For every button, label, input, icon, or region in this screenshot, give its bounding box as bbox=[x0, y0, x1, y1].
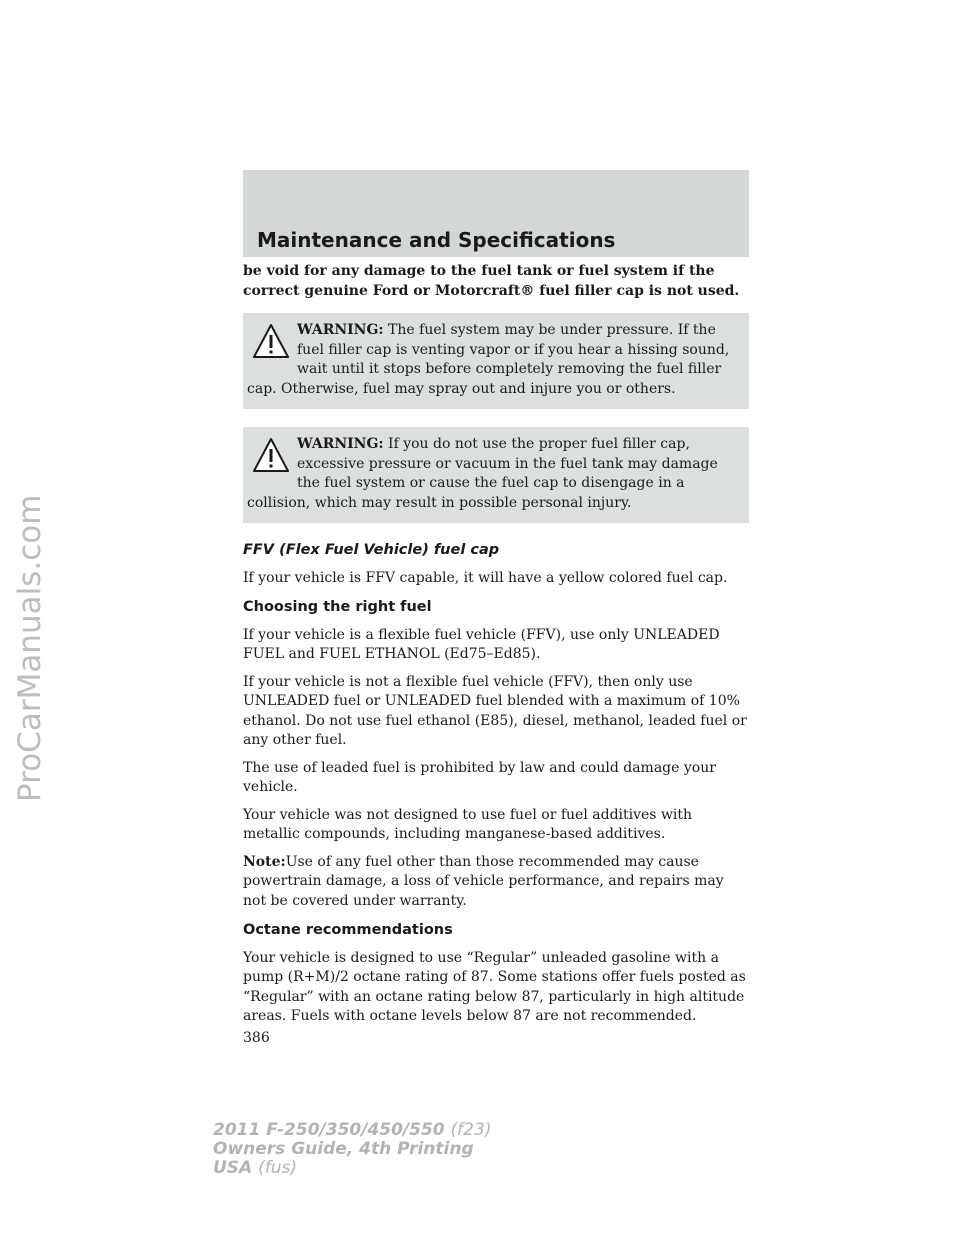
octane-paragraph: Your vehicle is designed to use “Regular” unleaded gasoline with a pump (R+M)/2 octane rating of 87. Some stations offer fuels posted as “Regular” with an octane rating below 87, particularly in high altitude areas. Fuels with octane levels below 87 are not recommended. bbox=[243, 949, 746, 1024]
warning-triangle-icon bbox=[251, 435, 291, 475]
footer-guide: Owners Guide, 4th Printing bbox=[213, 1139, 474, 1159]
warning-label: WARNING: bbox=[297, 436, 384, 452]
page-number: 386 bbox=[243, 1029, 270, 1046]
warning-label: WARNING: bbox=[297, 322, 384, 338]
fuel-heading: Choosing the right fuel bbox=[243, 599, 432, 615]
octane-heading: Octane recommendations bbox=[243, 922, 453, 938]
fuel-paragraph: Your vehicle was not designed to use fuel or fuel additives with metallic compounds, including manganese-based additives. bbox=[243, 806, 693, 842]
footer-printing-info bbox=[213, 1121, 491, 1178]
side-watermark bbox=[2, 440, 52, 810]
warning-box-2 bbox=[243, 427, 749, 523]
ffv-heading: FFV (Flex Fuel Vehicle) fuel cap bbox=[243, 542, 500, 558]
warning-text: The fuel system may be under pressure. If the fuel filler cap is venting vapor or if you hear a hissing sound, wait until it stops before completely removing the fuel filler cap. Otherwise, fuel may spray out and injure you or others. bbox=[247, 322, 730, 397]
fuel-paragraph: The use of leaded fuel is prohibited by law and could damage your vehicle. bbox=[243, 759, 716, 795]
fuel-paragraph: If your vehicle is not a flexible fuel vehicle (FFV), then only use UNLEADED fuel or UNLEADED fuel blended with a maximum of 10% ethanol. Do not use fuel ethanol (E85), diesel, methanol, leaded fuel or any other fuel. bbox=[243, 673, 747, 748]
fuel-paragraph: If your vehicle is a flexible fuel vehicle (FFV), use only UNLEADED FUEL and FUEL ETHANOL (Ed75–Ed85). bbox=[243, 626, 720, 662]
section-header bbox=[243, 170, 749, 257]
note-paragraph bbox=[243, 853, 749, 912]
footer-region-code: (fus) bbox=[258, 1158, 298, 1178]
ffv-paragraph: If your vehicle is FFV capable, it will have a yellow colored fuel cap. bbox=[243, 569, 728, 586]
warning-triangle-icon bbox=[251, 321, 291, 361]
watermark-text: ProCarManuals.com bbox=[12, 494, 48, 802]
section-title: Maintenance and Specifications bbox=[257, 228, 616, 252]
footer-model: 2011 F-250/350/450/550 bbox=[213, 1120, 445, 1140]
warning-text: If you do not use the proper fuel filler cap, excessive pressure or vacuum in the fuel tank may damage the fuel system or cause the fuel cap to disengage in a collision, which may result in possible personal injury. bbox=[247, 436, 718, 511]
page-content bbox=[243, 262, 749, 1048]
footer-region: USA bbox=[213, 1158, 253, 1178]
footer-model-code: (f23) bbox=[450, 1120, 492, 1140]
note-text: Use of any fuel other than those recommended may cause powertrain damage, a loss of vehicle performance, and repairs may not be covered under warranty. bbox=[243, 853, 724, 909]
warning-box-1 bbox=[243, 313, 749, 409]
lead-paragraph: be void for any damage to the fuel tank or fuel system if the correct genuine Ford or Motorcraft® fuel filler cap is not used. bbox=[243, 263, 740, 299]
note-label: Note: bbox=[243, 853, 286, 870]
